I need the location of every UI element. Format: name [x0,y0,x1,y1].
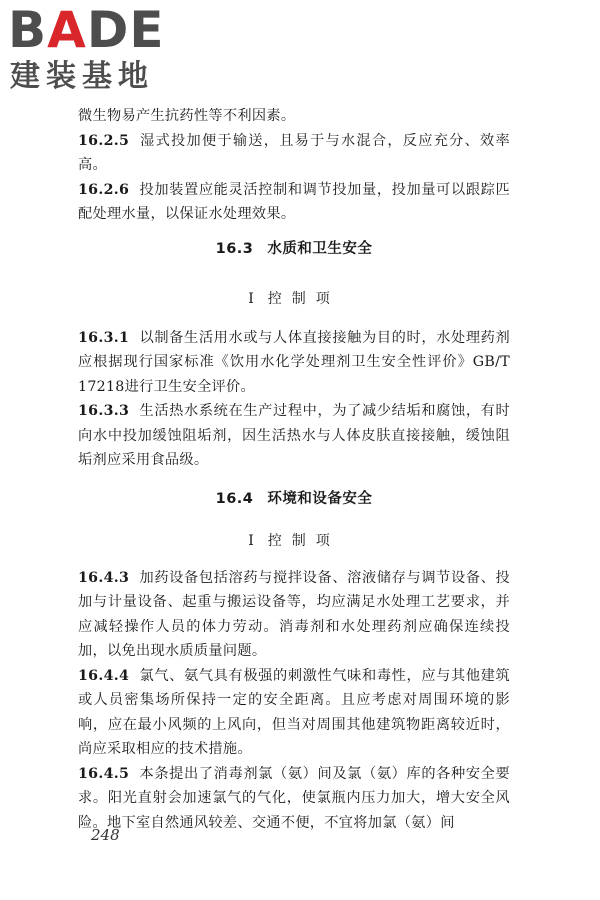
section-heading-16-3: 16.3 水质和卫生安全 [215,240,373,257]
clause-text: 以制备生活用水或与人体直接接触为目的时，水处理药剂应根据现行国家标准《饮用水化学处理剂卫生安全性评价》GB/T 17218进行卫生安全评价。 [78,329,510,395]
clause-number: 16.3.1 [78,329,130,346]
subsection-heading-control-items: Ⅰ 控制项 [248,290,340,307]
subsection-heading-control-items: Ⅰ 控制项 [248,532,340,549]
clause-16-4-5 [78,762,510,836]
clause-number: 16.4.4 [78,667,130,684]
clause-16-3-3 [78,399,510,473]
clause-text: 投加装置应能灵活控制和调节投加量，投加量可以跟踪匹配处理水量，以保证水处理效果。 [78,181,510,222]
clause-16-2-6 [78,178,510,227]
clause-number: 16.2.5 [78,132,130,149]
clause-16-4-3 [78,566,510,664]
clause-number: 16.2.6 [78,181,130,198]
clause-number: 16.4.3 [78,569,130,586]
clause-number: 16.3.3 [78,403,130,419]
paragraph-continued: 微生物易产生抗药性等不利因素。 [78,108,296,124]
page-number: 248 [91,826,120,844]
page-content [78,104,510,835]
clause-number: 16.4.5 [78,765,130,782]
bade-logo [8,2,183,94]
section-heading-16-4: 16.4 环境和设备安全 [215,490,373,507]
clause-16-3-1 [78,326,510,400]
clause-text: 本条提出了消毒剂氯（氨）间及氯（氨）库的各种安全要求。阳光直射会加速氯气的气化，使氯瓶内压力加大，增大安全风险。地下室自然通风较差、交通不便，不宜将加氯（氨）间 [78,765,510,831]
clause-16-2-5 [78,129,510,178]
clause-16-4-4 [78,664,510,762]
clause-text: 加药设备包括溶药与搅拌设备、溶液储存与调节设备、投加与计量设备、起重与搬运设备等，均应满足水处理工艺要求，并应减轻操作人员的体力劳动。消毒剂和水处理药剂应确保连续投加，以免出现水质质量问题。 [78,569,510,659]
clause-text: 氯气、氨气具有极强的刺激性气味和毒性，应与其他建筑或人员密集场所保持一定的安全距离。且应考虑对周围环境的影响，应在最小风频的上风向，但当对周围其他建筑物距离较近时，尚应采取相应的技术措施。 [78,667,510,757]
logo-wordmark: BADE [8,1,165,59]
logo-subtitle: 建装基地 [10,59,154,94]
clause-text: 湿式投加便于输送，且易于与水混合，反应充分、效率高。 [78,132,510,173]
clause-text: 生活热水系统在生产过程中，为了减少结垢和腐蚀，有时向水中投加缓蚀阻垢剂，因生活热水与人体皮肤直接接触，缓蚀阻垢剂应采用食品级。 [78,403,510,468]
